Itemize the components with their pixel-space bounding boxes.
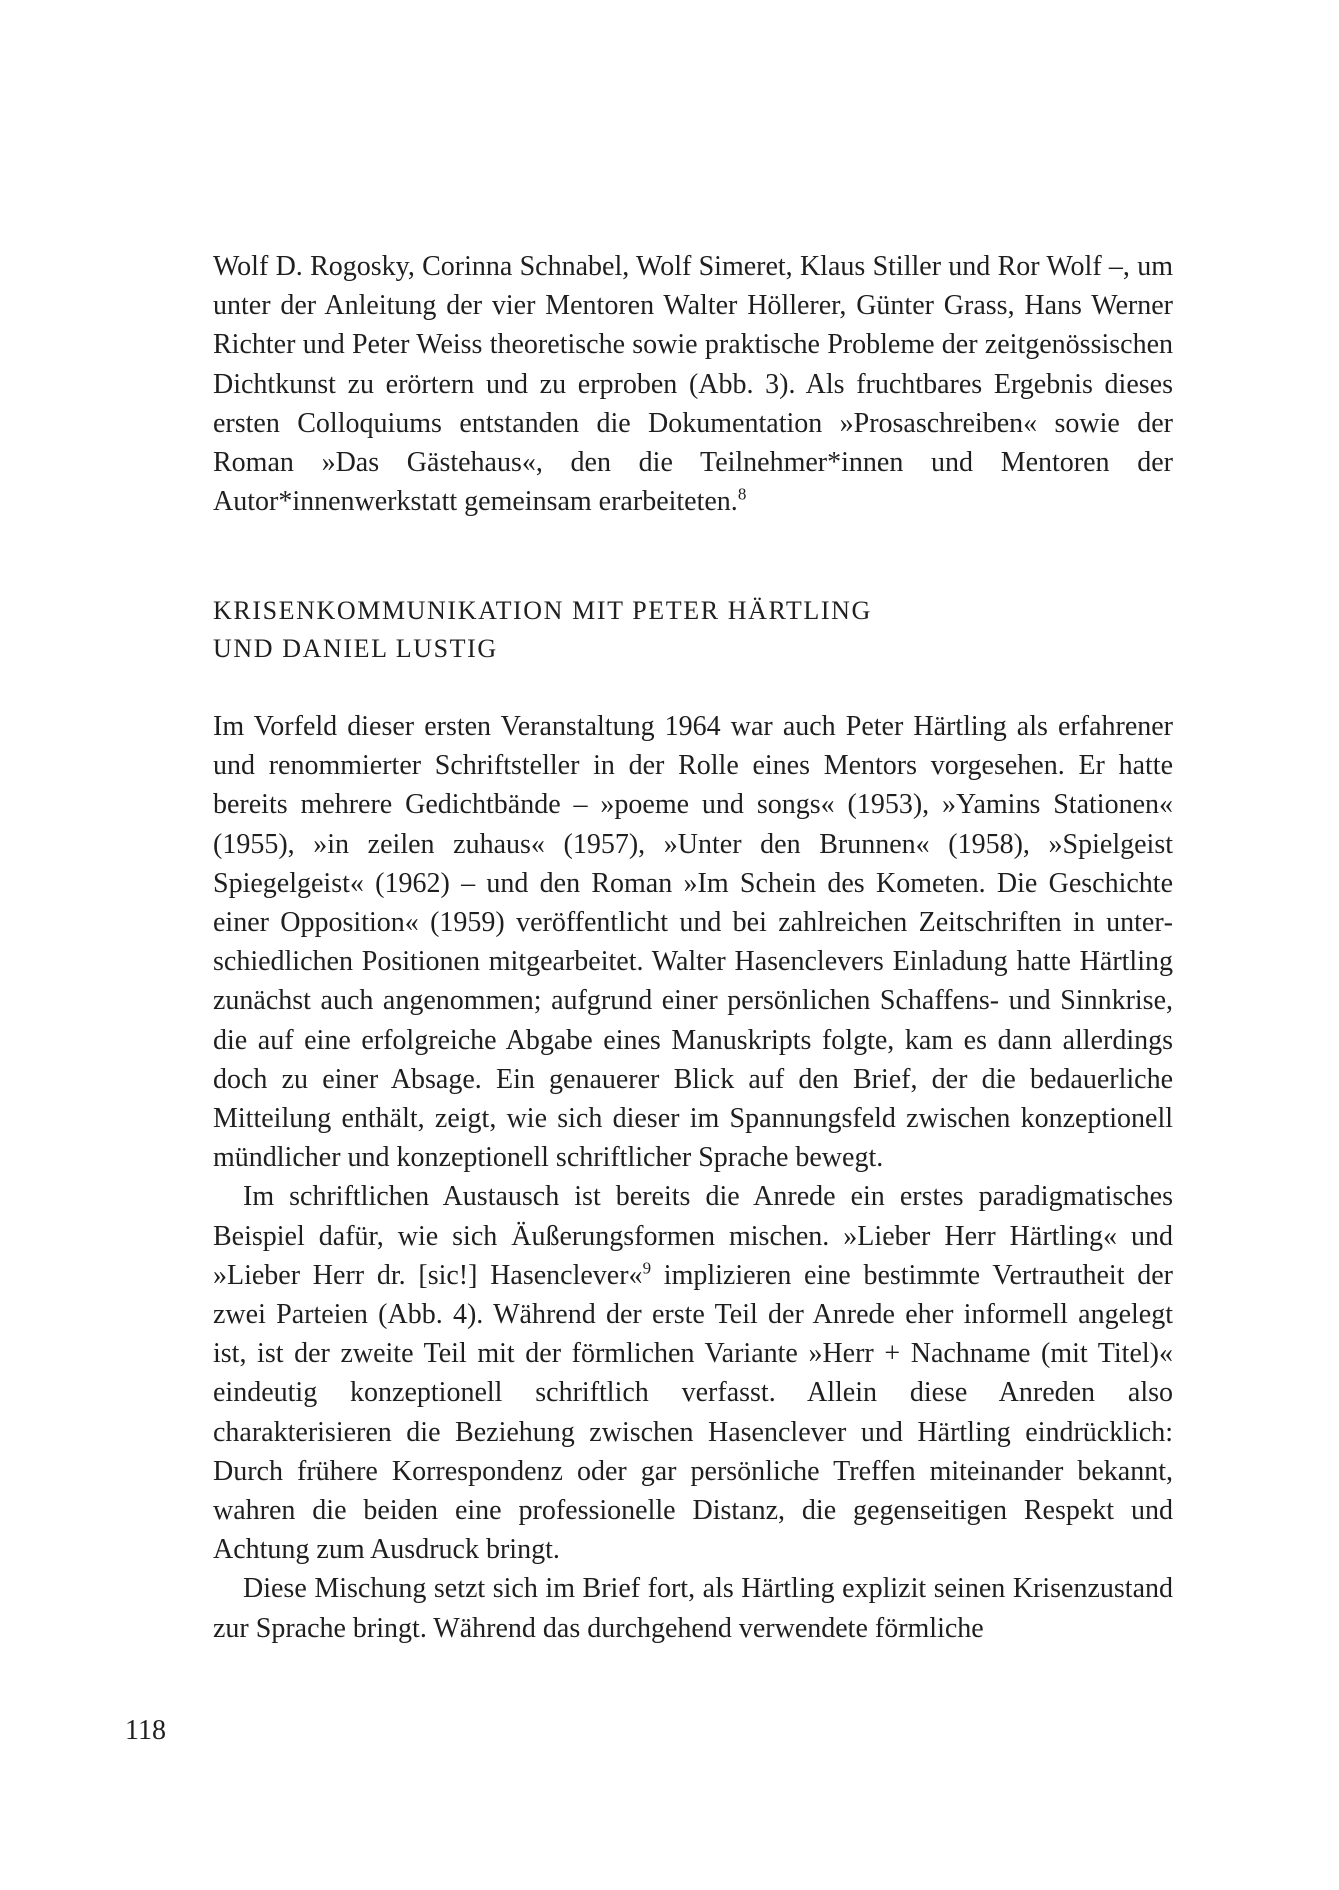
section-heading-line-2: UND DANIEL LUSTIG [213,634,498,663]
body-paragraph-2-text-b: implizieren eine bestimmte Vertrautheit der zwei Parteien (Abb. 4). Während der erste Teil der Anrede eher informell angelegt ist, ist der zweite Teil mit der förmlichen Variante »Herr + Nachname (mit Titel)« eindeutig konzeptionell schriftlich verfasst. Allein diese Anreden also charakterisieren die Beziehung zwischen Hasenclever und Härtling eindrücklich: Durch frühere Korrespondenz oder gar persönliche Treffen miteinander bekannt, wahren die beiden eine professionelle Distanz, die gegenseitigen Respekt und Achtung zum Ausdruck bringt. [213,1259,1173,1566]
body-paragraph-2 [213,1177,1173,1569]
section-body [213,707,1173,1648]
section-heading-line-1: KRISENKOMMUNIKATION MIT PETER HÄRTLING [213,596,872,625]
page-number: 118 [125,1715,166,1746]
footnote-marker: 9 [642,1258,652,1278]
continued-paragraph [213,247,1173,521]
section-heading [213,592,1173,668]
continued-paragraph-block [213,247,1173,521]
body-paragraph-1: Im Vorfeld dieser ersten Veranstaltung 1964 war auch Peter Härtling als erfahrener und renommierter Schriftsteller in der Rolle eines Mentors vorgesehen. Er hatte bereits mehrere Gedichtbände – »poeme und songs« (1953), »Yamins Stationen« (1955), »in zeilen zuhaus« (1957), »Unter den Brunnen« (1958), »Spielgeist Spiegelgeist« (1962) – und den Roman »Im Schein des Kometen. Die Geschichte einer Opposition« (1959) veröffentlicht und bei zahlreichen Zeitschriften in unterschiedlichen Positionen mitgearbeitet. Walter Hasenclevers Einladung hatte Härtling zunächst auch angenommen; aufgrund einer persönlichen Schaffens- und Sinnkrise, die auf eine erfolgreiche Abgabe eines Manuskripts folgte, kam es dann allerdings doch zu einer Absage. Ein genauerer Blick auf den Brief, der die bedauerliche Mitteilung enthält, zeigt, wie sich dieser im Spannungsfeld zwischen konzeptionell mündlicher und konzeptionell schriftlicher Sprache bewegt. [213,711,1173,1174]
footnote-marker: 8 [737,484,747,504]
body-paragraph-3: Diese Mischung setzt sich im Brief fort, als Härtling explizit seinen Krisenzustand zur Sprache bringt. Während das durchgehend verwendete förmliche [213,1573,1173,1644]
body-paragraph-2-text-a: Im schriftlichen Austausch ist bereits die Anrede ein erstes paradigmatisches Beispiel dafür, wie sich Äußerungsformen mischen. »Lieber Herr Härtling« und »Lieber Herr dr. [sic!] Hasenclever« [213,1181,1173,1291]
continued-paragraph-text: Wolf D. Rogosky, Corinna Schnabel, Wolf Simeret, Klaus Stiller und Ror Wolf –, um unter der Anleitung der vier Mentoren Walter Höllerer, Günter Grass, Hans Werner Richter und Peter Weiss theoretische sowie praktische Probleme der zeitgenössischen Dichtkunst zu erörtern und zu erproben (Abb. 3). Als fruchtbares Ergebnis dieses ersten Colloquiums entstanden die Dokumentation »Prosaschreiben« sowie der Roman »Das Gästehaus«, den die Teilnehmer*innen und Mentoren der Autor*innenwerkstatt gemeinsam erarbeiteten. [213,251,1173,518]
